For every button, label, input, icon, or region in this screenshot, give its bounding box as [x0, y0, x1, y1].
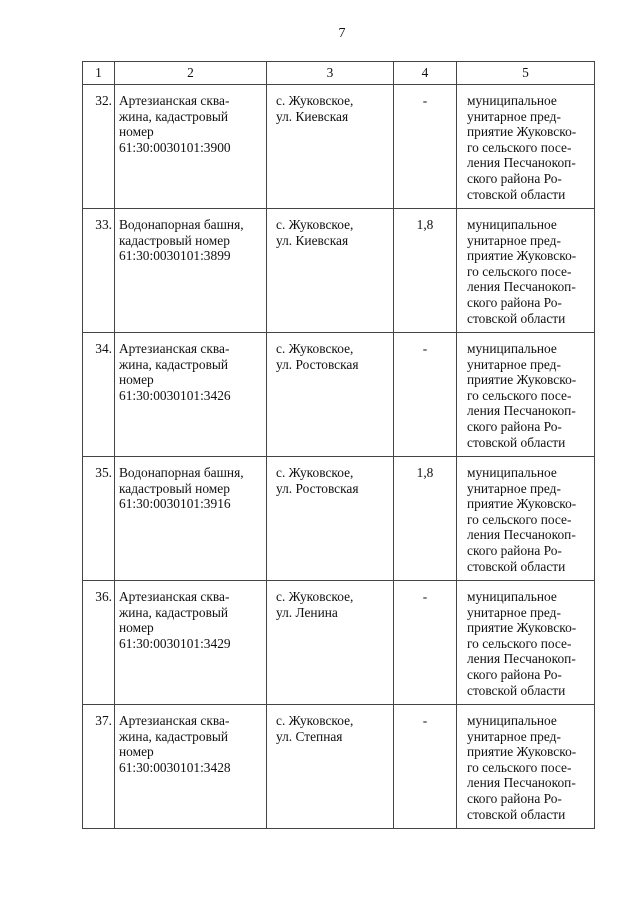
table-row [83, 209, 595, 333]
table-row [83, 333, 595, 457]
header-col-3: 3 [267, 62, 394, 85]
object-length: 1,8 [394, 209, 457, 333]
object-length: - [394, 333, 457, 457]
object-name: Водонапорная башня, кадастровый номер 61:30:0030101:3899 [115, 209, 267, 333]
page-number: 7 [338, 26, 346, 41]
row-number: 35. [83, 457, 115, 581]
object-owner: муниципальное унитарное пред- приятие Жуковско- го сельского посе- ления Песчанокоп- ского района Ро- стовской области [457, 457, 595, 581]
object-name: Артезианская сква- жина, кадастровый номер 61:30:0030101:3428 [115, 705, 267, 829]
row-number: 32. [83, 85, 115, 209]
table-row [83, 581, 595, 705]
object-address: с. Жуковское, ул. Ленина [267, 581, 394, 705]
object-length: - [394, 581, 457, 705]
table-header-row [83, 62, 595, 85]
object-owner: муниципальное унитарное пред- приятие Жуковско- го сельского посе- ления Песчанокоп- ского района Ро- стовской области [457, 581, 595, 705]
object-address: с. Жуковское, ул. Ростовская [267, 457, 394, 581]
object-address: с. Жуковское, ул. Киевская [267, 85, 394, 209]
object-name: Водонапорная башня, кадастровый номер 61:30:0030101:3916 [115, 457, 267, 581]
row-number: 33. [83, 209, 115, 333]
row-number: 34. [83, 333, 115, 457]
object-address: с. Жуковское, ул. Ростовская [267, 333, 394, 457]
object-address: с. Жуковское, ул. Киевская [267, 209, 394, 333]
object-name: Артезианская сква- жина, кадастровый номер 61:30:0030101:3429 [115, 581, 267, 705]
property-table [82, 61, 595, 829]
table-row [83, 705, 595, 829]
object-length: - [394, 705, 457, 829]
object-name: Артезианская сква- жина, кадастровый номер 61:30:0030101:3426 [115, 333, 267, 457]
object-name: Артезианская сква- жина, кадастровый номер 61:30:0030101:3900 [115, 85, 267, 209]
row-number: 36. [83, 581, 115, 705]
object-length: - [394, 85, 457, 209]
object-owner: муниципальное унитарное пред- приятие Жуковско- го сельского посе- ления Песчанокоп- ского района Ро- стовской области [457, 333, 595, 457]
row-number: 37. [83, 705, 115, 829]
header-col-1: 1 [83, 62, 115, 85]
table-row [83, 85, 595, 209]
object-owner: муниципальное унитарное пред- приятие Жуковско- го сельского посе- ления Песчанокоп- ского района Ро- стовской области [457, 705, 595, 829]
object-address: с. Жуковское, ул. Степная [267, 705, 394, 829]
object-length: 1,8 [394, 457, 457, 581]
header-col-5: 5 [457, 62, 595, 85]
object-owner: муниципальное унитарное пред- приятие Жуковско- го сельского посе- ления Песчанокоп- ского района Ро- стовской области [457, 85, 595, 209]
table-row [83, 457, 595, 581]
object-owner: муниципальное унитарное пред- приятие Жуковско- го сельского посе- ления Песчанокоп- ского района Ро- стовской области [457, 209, 595, 333]
header-col-4: 4 [394, 62, 457, 85]
header-col-2: 2 [115, 62, 267, 85]
